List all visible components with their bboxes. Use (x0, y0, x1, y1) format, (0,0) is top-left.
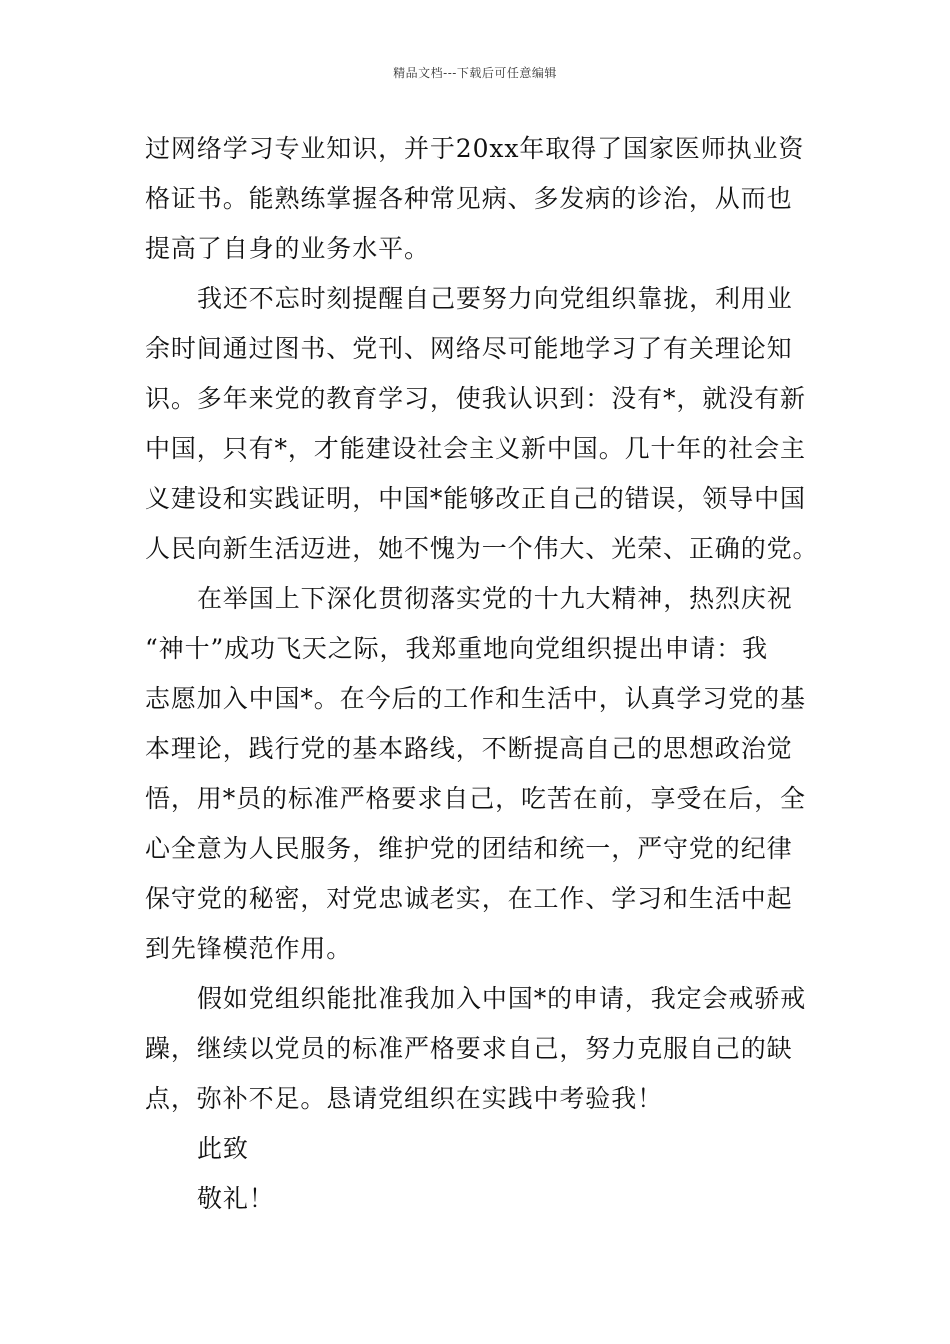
closing-line: 此致 (197, 1134, 249, 1163)
paragraph-start-line: 我还不忘时刻提醒自己要努力向党组织靠拢，利用业 (197, 284, 793, 313)
body-line: 躁，继续以党员的标准严格要求自己，努力克服自己的缺 (145, 1034, 793, 1063)
letter-body (145, 124, 819, 1224)
paragraph-start-line: 在举国上下深化贯彻落实党的十九大精神，热烈庆祝 (197, 584, 793, 613)
body-line: 点，弥补不足。恳请党组织在实践中考验我！ (145, 1084, 664, 1113)
body-line: 余时间通过图书、党刊、网络尽可能地学习了有关理论知 (145, 334, 793, 363)
body-line: 中国，只有*，才能建设社会主义新中国。几十年的社会主 (145, 434, 806, 463)
body-line: 本理论，践行党的基本路线，不断提高自己的思想政治觉 (145, 734, 793, 763)
paragraph-start-line: 假如党组织能批准我加入中国*的申请，我定会戒骄戒 (197, 984, 807, 1013)
body-line: 保守党的秘密，对党忠诚老实，在工作、学习和生活中起 (145, 884, 793, 913)
body-line: 格证书。能熟练掌握各种常见病、多发病的诊治，从而也 (145, 184, 793, 213)
body-line: 义建设和实践证明，中国*能够改正自己的错误，领导中国 (145, 484, 806, 513)
body-line: 志愿加入中国*。在今后的工作和生活中，认真学习党的基 (145, 684, 806, 713)
body-line: 提高了自身的业务水平。 (145, 234, 430, 263)
body-line: 过网络学习专业知识，并于20xx年取得了国家医师执业资 (145, 134, 805, 163)
salutation-line: 敬礼！ (197, 1184, 275, 1213)
body-line: 人民向新生活迈进，她不愧为一个伟大、光荣、正确的党。 (145, 534, 819, 563)
page-header: 精品文档---下载后可任意编辑 (393, 66, 557, 80)
body-line: 悟，用*员的标准严格要求自己，吃苦在前，享受在后，全 (145, 784, 806, 813)
body-line: 心全意为人民服务，维护党的团结和统一，严守党的纪律 (145, 834, 793, 863)
body-line: 识。多年来党的教育学习，使我认识到：没有*，就没有新 (145, 384, 806, 413)
body-line: 到先锋模范作用。 (145, 934, 353, 963)
body-line: “神十”成功飞天之际，我郑重地向党组织提出申请：我 (145, 634, 769, 663)
